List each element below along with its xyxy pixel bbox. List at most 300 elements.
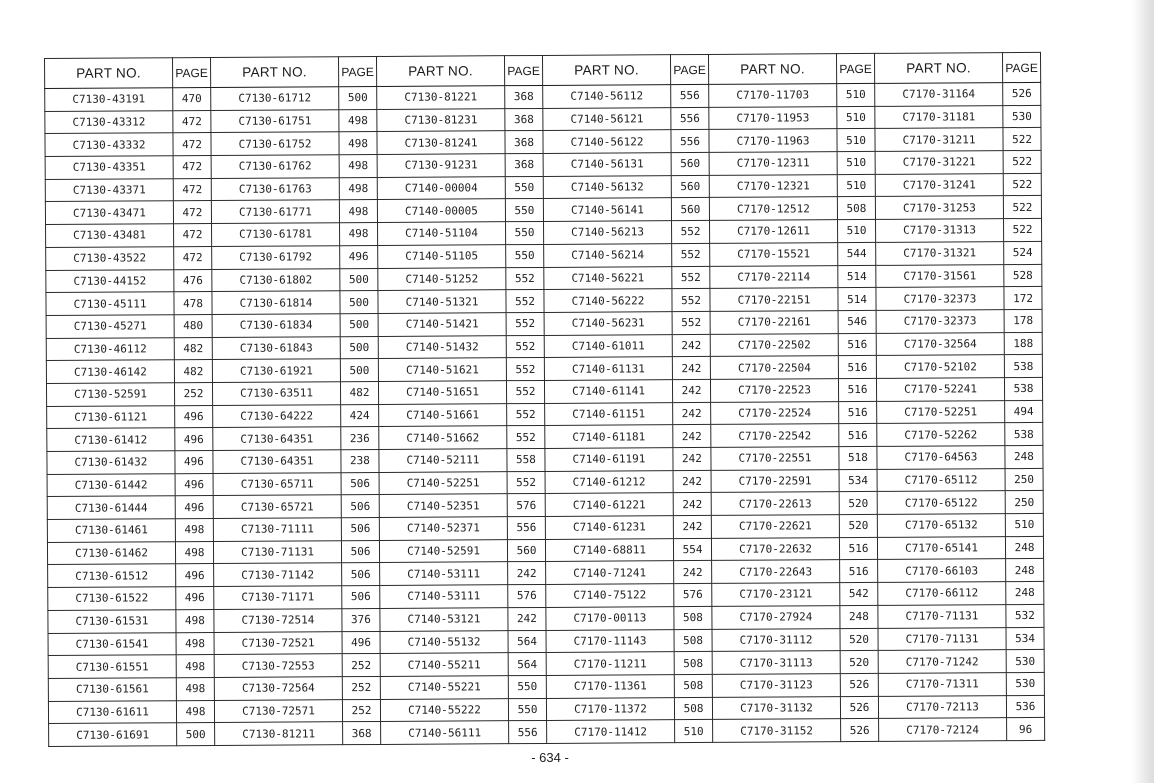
page-ref-cell: 498 [339,200,377,223]
part-number-cell: C7130-71171 [214,586,342,609]
part-number-cell: C7140-51621 [378,358,506,381]
part-number-cell: C7140-56132 [543,175,671,198]
page-ref-cell: 516 [840,560,878,583]
page-ref-cell: 494 [1005,400,1043,423]
part-number-cell: C7170-12321 [709,174,837,197]
part-number-cell: C7130-61462 [47,541,175,564]
part-number-cell: C7140-55222 [380,698,508,721]
page-ref-cell: 552 [506,312,544,335]
part-number-cell: C7130-61611 [48,700,176,723]
part-number-cell: C7130-65711 [213,472,341,495]
part-number-cell: C7170-12611 [710,220,838,243]
part-number-cell: C7140-56222 [544,289,672,312]
page-ref-cell: 552 [672,243,710,266]
part-number-cell: C7130-72521 [214,631,342,654]
part-number-cell: C7170-66112 [878,582,1006,605]
page-ref-cell: 368 [343,722,381,745]
page-ref-cell: 520 [839,492,877,515]
part-number-cell: C7140-61131 [544,357,672,380]
page-ref-cell: 530 [1006,672,1044,695]
page-ref-cell: 508 [674,652,712,675]
part-number-cell: C7130-81211 [215,722,343,745]
part-number-cell: C7140-51421 [378,313,506,336]
part-number-cell: C7130-81221 [377,86,505,109]
page-ref-cell: 558 [507,448,545,471]
part-number-cell: C7130-61541 [48,632,176,655]
part-number-cell: C7130-64222 [213,404,341,427]
part-number-cell: C7170-52262 [877,423,1005,446]
page-ref-cell: 554 [673,538,711,561]
part-number-cell: C7170-31123 [712,674,840,697]
page-ref-cell: 472 [173,110,211,133]
page-ref-cell: 508 [674,697,712,720]
part-number-cell: C7130-61802 [212,268,340,291]
page-ref-cell: 550 [508,675,546,698]
page-ref-cell: 498 [339,132,377,155]
page-ref-cell: 550 [506,244,544,267]
part-number-cell: C7140-56214 [544,243,672,266]
page-ref-cell: 238 [341,449,379,472]
page-ref-cell: 470 [173,87,211,110]
page-ref-cell: 498 [176,632,214,655]
part-number-cell: C7170-52102 [876,355,1004,378]
part-number-cell: C7170-31181 [875,105,1003,128]
page-ref-cell: 534 [839,469,877,492]
page-ref-cell: 242 [673,447,711,470]
part-number-cell: C7170-65112 [877,468,1005,491]
page-ref-cell: 498 [175,541,213,564]
page-ref-cell: 252 [174,382,212,405]
page-ref-cell: 482 [174,337,212,360]
page-ref-cell: 250 [1005,491,1043,514]
part-number-cell: C7170-31112 [712,628,840,651]
part-number-cell: C7170-65122 [877,491,1005,514]
page-ref-cell: 536 [1006,695,1044,718]
part-number-cell: C7130-52591 [46,383,174,406]
part-number-cell: C7140-56131 [543,153,671,176]
header-part-no: PART NO. [45,58,173,89]
page-ref-cell: 252 [342,654,380,677]
page-ref-cell: 552 [507,403,545,426]
parts-index-sheet [44,52,1044,742]
part-number-cell: C7170-22151 [710,288,838,311]
page-ref-cell: 510 [837,106,875,129]
part-number-cell: C7170-22643 [712,560,840,583]
part-number-cell: C7130-61531 [48,610,176,633]
part-number-cell: C7140-52111 [379,449,507,472]
part-number-cell: C7130-43471 [45,201,173,224]
part-number-cell: C7170-15521 [710,242,838,265]
page-ref-cell: 496 [175,496,213,519]
page-ref-cell: 368 [505,85,543,108]
part-number-cell: C7170-27924 [712,605,840,628]
page-ref-cell: 514 [838,265,876,288]
page-ref-cell: 500 [340,291,378,314]
page-ref-cell: 552 [506,267,544,290]
part-number-cell: C7130-43351 [45,156,173,179]
part-number-cell: C7170-11372 [546,697,674,720]
page-ref-cell: 564 [508,653,546,676]
page-ref-cell: 496 [175,428,213,451]
part-number-cell: C7130-65721 [213,495,341,518]
page-ref-cell: 522 [1003,219,1041,242]
page-ref-cell: 552 [507,426,545,449]
part-number-cell: C7130-81231 [377,108,505,131]
part-number-cell: C7140-61221 [545,493,673,516]
part-number-cell: C7170-64563 [877,446,1005,469]
page-ref-cell: 556 [507,517,545,540]
part-number-cell: C7130-46112 [46,337,174,360]
header-part-no: PART NO. [708,54,836,85]
part-number-cell: C7170-52241 [876,378,1004,401]
table-row [49,718,1045,747]
page-ref-cell: 510 [838,220,876,243]
part-number-cell: C7140-61212 [545,470,673,493]
part-number-cell: C7170-22161 [710,311,838,334]
header-page: PAGE [836,53,874,83]
page-ref-cell: 368 [505,108,543,131]
part-number-cell: C7140-56121 [543,107,671,130]
part-number-cell: C7170-72113 [878,695,1006,718]
page-ref-cell: 496 [340,245,378,268]
part-number-cell: C7170-11953 [709,106,837,129]
page-ref-cell: 498 [339,109,377,132]
part-number-cell: C7170-23121 [712,583,840,606]
page-ref-cell: 242 [508,607,546,630]
part-number-cell: C7140-56141 [543,198,671,221]
part-number-cell: C7130-61814 [212,291,340,314]
part-number-cell: C7170-31211 [875,128,1003,151]
part-number-cell: C7140-61141 [544,380,672,403]
page-ref-cell: 500 [177,723,215,746]
part-number-cell: C7130-71142 [214,563,342,586]
page-number: - 634 - [531,750,569,765]
part-number-cell: C7130-61792 [212,246,340,269]
part-number-cell: C7130-61762 [211,155,339,178]
page-ref-cell: 516 [839,537,877,560]
part-number-cell: C7130-45111 [46,292,174,315]
page-ref-cell: 556 [509,721,547,744]
page-ref-cell: 526 [1003,82,1041,105]
part-number-cell: C7170-31253 [875,196,1003,219]
page-ref-cell: 248 [1005,536,1043,559]
page-ref-cell: 510 [837,129,875,152]
page-ref-cell: 550 [508,698,546,721]
part-number-cell: C7170-31113 [712,651,840,674]
part-number-cell: C7170-22632 [711,537,839,560]
page-ref-cell: 552 [672,289,710,312]
page-ref-cell: 552 [506,358,544,381]
page-ref-cell: 472 [174,224,212,247]
page-ref-cell: 500 [340,268,378,291]
part-number-cell: C7170-22523 [710,379,838,402]
page-ref-cell: 498 [176,677,214,700]
page-ref-cell: 508 [674,606,712,629]
page-ref-cell: 498 [339,155,377,178]
page-ref-cell: 520 [840,628,878,651]
page-ref-cell: 530 [1006,650,1044,673]
part-number-cell: C7130-61771 [211,200,339,223]
page-ref-cell: 496 [175,405,213,428]
page-ref-cell: 252 [342,699,380,722]
part-number-cell: C7140-61151 [545,402,673,425]
part-number-cell: C7130-71131 [213,540,341,563]
page-ref-cell: 376 [342,608,380,631]
page-ref-cell: 550 [506,222,544,245]
page-ref-cell: 518 [839,446,877,469]
part-number-cell: C7170-11211 [546,652,674,675]
part-number-cell: C7170-22524 [711,401,839,424]
page-ref-cell: 482 [340,381,378,404]
page-ref-cell: 424 [341,404,379,427]
part-number-cell: C7170-11703 [709,84,837,107]
page-ref-cell: 530 [1003,105,1041,128]
part-number-cell: C7170-71131 [878,604,1006,627]
page-ref-cell: 508 [837,197,875,220]
page-ref-cell: 242 [673,493,711,516]
part-number-cell: C7140-56213 [544,221,672,244]
part-number-cell: C7130-45271 [46,315,174,338]
page-ref-cell: 506 [342,563,380,586]
page-ref-cell: 472 [174,246,212,269]
part-number-cell: C7140-51661 [379,403,507,426]
part-number-cell: C7170-72124 [879,718,1007,741]
part-number-cell: C7170-22621 [711,515,839,538]
part-number-cell: C7130-61522 [48,587,176,610]
part-number-cell: C7130-61561 [48,678,176,701]
part-number-cell: C7140-61231 [545,516,673,539]
page-ref-cell: 496 [176,587,214,610]
part-number-cell: C7140-56112 [543,85,671,108]
part-number-cell: C7140-51651 [378,381,506,404]
part-number-cell: C7130-43312 [45,110,173,133]
part-number-cell: C7130-72571 [214,699,342,722]
part-number-cell: C7170-31132 [712,696,840,719]
part-number-cell: C7140-51105 [378,244,506,267]
page-ref-cell: 522 [1003,173,1041,196]
page-ref-cell: 242 [674,561,712,584]
page-ref-cell: 496 [175,473,213,496]
part-number-cell: C7130-61712 [211,87,339,110]
part-number-cell: C7170-11361 [546,675,674,698]
page-ref-cell: 496 [342,631,380,654]
part-number-cell: C7140-53111 [380,585,508,608]
part-number-cell: C7170-32373 [876,287,1004,310]
page-ref-cell: 560 [507,539,545,562]
page-ref-cell: 544 [838,242,876,265]
page-ref-cell: 526 [841,719,879,742]
page-ref-cell: 552 [672,311,710,334]
page-ref-cell: 576 [507,494,545,517]
page-ref-cell: 510 [837,174,875,197]
page-ref-cell: 248 [840,605,878,628]
page-ref-cell: 368 [505,154,543,177]
page-ref-cell: 496 [176,564,214,587]
page-ref-cell: 500 [340,313,378,336]
part-number-cell: C7170-71311 [878,673,1006,696]
part-number-cell: C7130-72514 [214,609,342,632]
parts-index-table [44,52,1045,747]
page-ref-cell: 510 [675,720,713,743]
part-number-cell: C7130-91231 [377,154,505,177]
page-ref-cell: 538 [1004,355,1042,378]
part-number-cell: C7140-75122 [546,584,674,607]
part-number-cell: C7130-61444 [47,496,175,519]
part-number-cell: C7130-46142 [46,360,174,383]
part-number-cell: C7130-61442 [47,473,175,496]
part-number-cell: C7170-32564 [876,332,1004,355]
part-number-cell: C7130-61551 [48,655,176,678]
page-ref-cell: 172 [1004,287,1042,310]
header-page: PAGE [504,55,542,85]
page-ref-cell: 510 [1005,513,1043,536]
page-ref-cell: 576 [674,584,712,607]
part-number-cell: C7140-53121 [380,607,508,630]
page-ref-cell: 472 [173,201,211,224]
page-ref-cell: 522 [1003,128,1041,151]
part-number-cell: C7140-52351 [379,494,507,517]
page-ref-cell: 520 [839,514,877,537]
part-number-cell: C7130-72564 [214,677,342,700]
part-number-cell: C7130-43332 [45,133,173,156]
page-ref-cell: 552 [507,471,545,494]
page-ref-cell: 368 [505,131,543,154]
part-number-cell: C7170-22613 [711,492,839,515]
header-part-no: PART NO. [874,53,1002,84]
page-ref-cell: 242 [673,515,711,538]
part-number-cell: C7130-61843 [212,336,340,359]
page-ref-cell: 510 [837,151,875,174]
page-ref-cell: 242 [672,334,710,357]
header-part-no: PART NO. [376,56,504,87]
page-ref-cell: 188 [1004,332,1042,355]
page-ref-cell: 542 [840,583,878,606]
page-ref-cell: 500 [340,359,378,382]
part-number-cell: C7140-56122 [543,130,671,153]
part-number-cell: C7170-22542 [711,424,839,447]
page-ref-cell: 178 [1004,309,1042,332]
part-number-cell: C7130-81241 [377,131,505,154]
part-number-cell: C7170-22114 [710,265,838,288]
part-number-cell: C7170-31313 [876,219,1004,242]
page-ref-cell: 516 [839,424,877,447]
page-ref-cell: 498 [176,700,214,723]
page-ref-cell: 242 [672,379,710,402]
page-ref-cell: 516 [838,333,876,356]
part-number-cell: C7170-12311 [709,152,837,175]
page-ref-cell: 242 [673,402,711,425]
part-number-cell: C7130-43191 [45,88,173,111]
part-number-cell: C7130-43481 [46,224,174,247]
page-ref-cell: 560 [671,153,709,176]
page-ref-cell: 498 [340,223,378,246]
part-number-cell: C7170-31221 [875,151,1003,174]
page-ref-cell: 242 [673,425,711,448]
part-number-cell: C7170-22591 [711,469,839,492]
part-number-cell: C7130-43371 [45,178,173,201]
page-ref-cell: 472 [173,178,211,201]
page-ref-cell: 552 [506,335,544,358]
page-ref-cell: 560 [671,198,709,221]
part-number-cell: C7140-51321 [378,290,506,313]
page-ref-cell: 506 [342,586,380,609]
table-body [45,82,1045,746]
part-number-cell: C7170-31561 [876,264,1004,287]
page-ref-cell: 528 [1004,264,1042,287]
header-part-no: PART NO. [210,57,338,88]
part-number-cell: C7130-61412 [47,428,175,451]
page-ref-cell: 506 [341,495,379,518]
page-ref-cell: 498 [339,177,377,200]
page-ref-cell: 550 [505,199,543,222]
part-number-cell: C7170-22504 [710,356,838,379]
part-number-cell: C7140-53111 [380,562,508,585]
page-ref-cell: 552 [672,221,710,244]
part-number-cell: C7140-56221 [544,266,672,289]
page-ref-cell: 516 [838,356,876,379]
scan-edge-shadow [1132,0,1154,783]
page-ref-cell: 498 [176,655,214,678]
part-number-cell: C7140-51432 [378,335,506,358]
page-ref-cell: 550 [505,176,543,199]
page-ref-cell: 556 [671,84,709,107]
part-number-cell: C7140-00004 [377,176,505,199]
page-ref-cell: 546 [838,310,876,333]
part-number-cell: C7140-55132 [380,630,508,653]
part-number-cell: C7140-51104 [378,222,506,245]
part-number-cell: C7130-61512 [48,564,176,587]
part-number-cell: C7170-11963 [709,129,837,152]
part-number-cell: C7170-11412 [547,720,675,743]
part-number-cell: C7170-31152 [713,719,841,742]
part-number-cell: C7170-31321 [876,241,1004,264]
part-number-cell: C7140-52251 [379,471,507,494]
page-ref-cell: 552 [672,266,710,289]
page-ref-cell: 510 [837,83,875,106]
part-number-cell: C7130-43522 [46,247,174,270]
part-number-cell: C7170-32373 [876,310,1004,333]
part-number-cell: C7140-52591 [379,539,507,562]
page-ref-cell: 532 [1006,604,1044,627]
page-ref-cell: 552 [506,290,544,313]
page-ref-cell: 522 [1003,150,1041,173]
part-number-cell: C7130-61752 [211,132,339,155]
part-number-cell: C7140-51252 [378,267,506,290]
part-number-cell: C7170-52251 [877,400,1005,423]
part-number-cell: C7130-72553 [214,654,342,677]
part-number-cell: C7130-61432 [47,451,175,474]
page-ref-cell: 478 [174,292,212,315]
page-ref-cell: 526 [840,673,878,696]
page-ref-cell: 560 [671,175,709,198]
page-ref-cell: 516 [838,378,876,401]
part-number-cell: C7140-71241 [546,561,674,584]
page-ref-cell: 248 [1005,445,1043,468]
part-number-cell: C7170-71131 [878,627,1006,650]
part-number-cell: C7170-12512 [709,197,837,220]
part-number-cell: C7170-31164 [875,83,1003,106]
part-number-cell: C7140-52371 [379,517,507,540]
part-number-cell: C7170-22502 [710,333,838,356]
page-ref-cell: 508 [674,629,712,652]
part-number-cell: C7170-66103 [878,559,1006,582]
part-number-cell: C7140-56231 [544,312,672,335]
part-number-cell: C7130-61461 [47,519,175,542]
part-number-cell: C7170-31241 [875,173,1003,196]
page-ref-cell: 538 [1004,377,1042,400]
part-number-cell: C7130-71111 [213,518,341,541]
page-ref-cell: 514 [838,288,876,311]
